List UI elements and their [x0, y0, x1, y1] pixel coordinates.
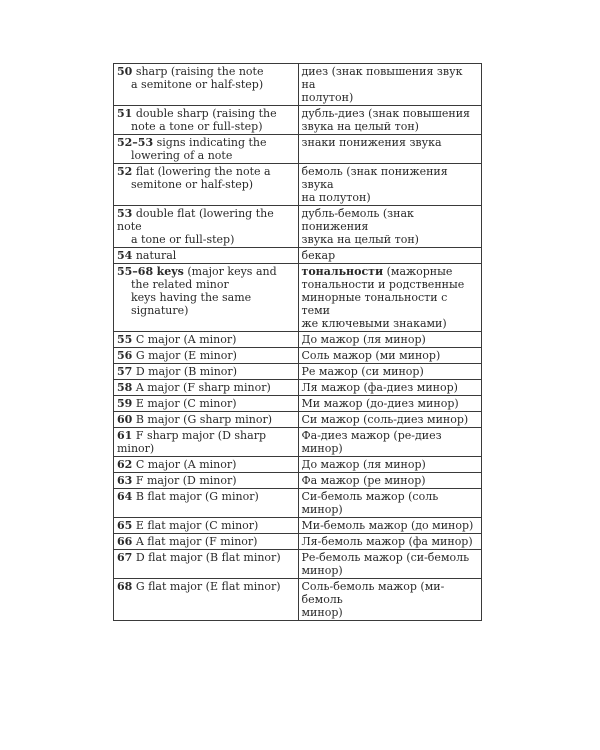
russian-term-cell [298, 518, 482, 534]
table-row [114, 489, 482, 518]
russian-term-cell [298, 348, 482, 364]
russian-term-cell [298, 332, 482, 348]
english-term-line [117, 333, 295, 346]
entry-number: 55 [117, 333, 133, 346]
russian-term-text: диез (знак повышения звук на [301, 65, 463, 91]
english-term [117, 333, 295, 346]
russian-term-line [302, 349, 479, 362]
russian-term-line [302, 65, 479, 91]
entry-number: 62 [117, 458, 133, 471]
english-term-line [117, 535, 295, 548]
english-term-cell [114, 106, 299, 135]
english-term [117, 397, 295, 410]
english-term [117, 490, 295, 503]
english-term [117, 580, 295, 593]
russian-term-text: Ми-бемоль мажор (до минор) [301, 519, 474, 532]
table-row [114, 518, 482, 534]
english-term [117, 107, 295, 133]
english-term-text: D major (B minor) [135, 365, 237, 378]
russian-term-line [302, 107, 479, 120]
english-term-line [117, 120, 295, 133]
entry-number: 58 [117, 381, 133, 394]
table-row [114, 164, 482, 206]
english-term-text: double sharp (raising the [135, 107, 277, 120]
english-term-line [117, 249, 295, 262]
glossary-body [114, 64, 482, 621]
table-row [114, 579, 482, 621]
english-term-text: C major (A minor) [135, 333, 237, 346]
english-term-cell [114, 380, 299, 396]
english-term-text: the related minor [131, 278, 229, 291]
english-term [117, 474, 295, 487]
english-term-line [117, 207, 295, 233]
russian-term [302, 333, 479, 346]
english-term-text: keys having the same [131, 291, 252, 304]
english-term-text: signature) [131, 304, 189, 317]
russian-term-text: звука на целый тон) [301, 120, 419, 133]
russian-term [302, 249, 479, 262]
english-term-text: G major (E minor) [135, 349, 237, 362]
english-term-cell [114, 364, 299, 380]
english-term-text: (major keys and [183, 265, 277, 278]
russian-term-line [302, 165, 479, 191]
english-term-line [117, 291, 295, 304]
table-row [114, 412, 482, 428]
russian-term-text: До мажор (ля минор) [301, 458, 426, 471]
russian-term-cell [298, 248, 482, 264]
entry-number: 52–53 [117, 136, 154, 149]
english-term-text: lowering of a note [131, 149, 233, 162]
russian-term-line [302, 535, 479, 548]
russian-term-cell [298, 164, 482, 206]
russian-term-text: бемоль (знак понижения звука [301, 165, 448, 191]
english-term-text: double flat (lowering the note [117, 207, 274, 233]
table-row [114, 348, 482, 364]
entry-number: 63 [117, 474, 133, 487]
english-term-line [117, 551, 295, 564]
russian-term-cell [298, 364, 482, 380]
russian-term-cell [298, 106, 482, 135]
russian-term-text: звука на целый тон) [301, 233, 419, 246]
english-term-line [117, 381, 295, 394]
english-term-line [117, 78, 295, 91]
russian-term [302, 458, 479, 471]
russian-term-cell [298, 457, 482, 473]
english-term-line [117, 458, 295, 471]
entry-number: 64 [117, 490, 133, 503]
english-term-cell [114, 550, 299, 579]
russian-term-text: бекар [301, 249, 336, 262]
russian-term-text: дубль-бемоль (знак понижения [301, 207, 414, 233]
entry-number: 60 [117, 413, 133, 426]
english-term-line [117, 365, 295, 378]
english-term-line [117, 304, 295, 317]
russian-term-line [302, 191, 479, 204]
russian-term-text: минор) [301, 606, 343, 619]
english-term-line [117, 413, 295, 426]
russian-term-text: минор) [301, 564, 343, 577]
entry-number: 68 [117, 580, 133, 593]
english-term-text: flat (lowering the note a [135, 165, 271, 178]
russian-term-line [302, 365, 479, 378]
russian-term-text: Си мажор (соль-диез минор) [301, 413, 469, 426]
english-term [117, 458, 295, 471]
russian-term-line [302, 317, 479, 330]
russian-term [302, 397, 479, 410]
english-term-line [117, 149, 295, 162]
english-term-cell [114, 457, 299, 473]
russian-term [302, 519, 479, 532]
russian-term [302, 535, 479, 548]
russian-term-line [302, 136, 479, 149]
russian-term-cell [298, 380, 482, 396]
russian-term-text: минорные тональности с теми [301, 291, 448, 317]
russian-term-line [302, 580, 479, 606]
english-term-text: F major (D minor) [135, 474, 237, 487]
russian-term-line [302, 564, 479, 577]
english-term-cell [114, 518, 299, 534]
russian-term [302, 107, 479, 133]
english-term [117, 249, 295, 262]
english-term [117, 365, 295, 378]
russian-term-line [302, 120, 479, 133]
english-term-line [117, 265, 295, 278]
english-term-cell [114, 428, 299, 457]
entry-number: 57 [117, 365, 133, 378]
table-row [114, 64, 482, 106]
russian-term [302, 474, 479, 487]
russian-term-cell [298, 489, 482, 518]
russian-term-line [302, 429, 479, 455]
russian-term [302, 265, 479, 330]
russian-term-line [302, 291, 479, 317]
table-row [114, 457, 482, 473]
russian-term-heading: тональности [301, 265, 384, 278]
russian-term-text: Фа-диез мажор (ре-диез минор) [301, 429, 442, 455]
russian-term-text: тональности и родственные [301, 278, 465, 291]
english-term-line [117, 442, 295, 455]
russian-term-cell [298, 264, 482, 332]
russian-term-cell [298, 428, 482, 457]
russian-term-text: Ре-бемоль мажор (си-бемоль [301, 551, 470, 564]
russian-term [302, 413, 479, 426]
english-term-line [117, 349, 295, 362]
russian-term [302, 65, 479, 104]
russian-term-line [302, 551, 479, 564]
russian-term-cell [298, 579, 482, 621]
english-term-text: E major (C minor) [135, 397, 237, 410]
russian-term-line [302, 91, 479, 104]
russian-term [302, 365, 479, 378]
russian-term-line [302, 207, 479, 233]
entry-number: 61 [117, 429, 133, 442]
table-row [114, 264, 482, 332]
english-term-text: F sharp major (D sharp [135, 429, 266, 442]
english-term-text: E flat major (C minor) [135, 519, 259, 532]
english-term-text: signs indicating the [156, 136, 267, 149]
russian-term-text: полутон) [301, 91, 354, 104]
russian-term-line [302, 333, 479, 346]
english-term-line [117, 397, 295, 410]
russian-term-cell [298, 206, 482, 248]
english-term-line [117, 233, 295, 246]
english-term-text: B major (G sharp minor) [135, 413, 273, 426]
russian-term-cell [298, 473, 482, 489]
english-term-text: semitone or half-step) [131, 178, 254, 191]
russian-term [302, 551, 479, 577]
english-term-line [117, 580, 295, 593]
russian-term-line [302, 397, 479, 410]
russian-term [302, 490, 479, 516]
english-term-line [117, 65, 295, 78]
russian-term-text: До мажор (ля минор) [301, 333, 426, 346]
table-row [114, 206, 482, 248]
english-term-cell [114, 489, 299, 518]
english-term [117, 349, 295, 362]
english-term [117, 65, 295, 91]
english-term-line [117, 519, 295, 532]
english-term [117, 265, 295, 317]
russian-term-cell [298, 396, 482, 412]
russian-term-text: Ре мажор (си минор) [301, 365, 424, 378]
russian-term-text: Си-бемоль мажор (соль минор) [301, 490, 439, 516]
english-term-cell [114, 164, 299, 206]
english-term [117, 519, 295, 532]
english-term-cell [114, 396, 299, 412]
russian-term [302, 165, 479, 204]
english-term [117, 429, 295, 455]
english-term-line [117, 474, 295, 487]
russian-term-cell [298, 412, 482, 428]
russian-term-line [302, 474, 479, 487]
english-term-text: A major (F sharp minor) [135, 381, 271, 394]
russian-term-line [302, 233, 479, 246]
english-term-line [117, 107, 295, 120]
entry-number: 52 [117, 165, 133, 178]
russian-term-cell [298, 534, 482, 550]
english-term-cell [114, 64, 299, 106]
english-term-text: a tone or full-step) [131, 233, 235, 246]
english-term-line [117, 178, 295, 191]
table-row [114, 396, 482, 412]
russian-term-line [302, 606, 479, 619]
english-term [117, 136, 295, 162]
table-row [114, 135, 482, 164]
russian-term [302, 429, 479, 455]
russian-term-line [302, 519, 479, 532]
english-term-text: D flat major (B flat minor) [135, 551, 281, 564]
table-row [114, 106, 482, 135]
table-row [114, 550, 482, 579]
entry-number: 65 [117, 519, 133, 532]
russian-term [302, 381, 479, 394]
english-term-line [117, 136, 295, 149]
table-row [114, 428, 482, 457]
english-term [117, 165, 295, 191]
russian-term-text: знаки понижения звука [301, 136, 442, 149]
table-row [114, 332, 482, 348]
russian-term-line [302, 490, 479, 516]
russian-term [302, 580, 479, 619]
table-row [114, 473, 482, 489]
entry-number: 51 [117, 107, 133, 120]
entry-number: 56 [117, 349, 133, 362]
english-term-cell [114, 412, 299, 428]
english-term-cell [114, 332, 299, 348]
russian-term [302, 207, 479, 246]
english-term-text: B flat major (G minor) [135, 490, 259, 503]
entry-number: 66 [117, 535, 133, 548]
russian-term-text: Соль-бемоль мажор (ми-бемоль [301, 580, 445, 606]
english-term-cell [114, 348, 299, 364]
table-row [114, 534, 482, 550]
russian-term-text: Фа мажор (ре минор) [301, 474, 426, 487]
entry-number: 55–68 [117, 265, 154, 278]
english-term-cell [114, 579, 299, 621]
english-term-text: G flat major (E flat minor) [135, 580, 281, 593]
russian-term-text: Ля мажор (фа-диез минор) [301, 381, 458, 394]
english-term [117, 413, 295, 426]
english-term-cell [114, 473, 299, 489]
russian-term-text: (мажорные [383, 265, 453, 278]
english-term-text: natural [135, 249, 177, 262]
russian-term-line [302, 381, 479, 394]
english-term-cell [114, 206, 299, 248]
english-term-text: note a tone or full-step) [131, 120, 263, 133]
entry-number: 54 [117, 249, 133, 262]
russian-term-cell [298, 550, 482, 579]
english-term-cell [114, 135, 299, 164]
english-term-line [117, 429, 295, 442]
russian-term-text: на полутон) [301, 191, 371, 204]
russian-term-line [302, 413, 479, 426]
russian-term-line [302, 278, 479, 291]
russian-term-cell [298, 64, 482, 106]
russian-term [302, 136, 479, 149]
entry-number: 67 [117, 551, 133, 564]
russian-term-text: Ля-бемоль мажор (фа минор) [301, 535, 473, 548]
english-term-cell [114, 248, 299, 264]
english-term-line [117, 165, 295, 178]
english-term-text: sharp (raising the note [135, 65, 264, 78]
russian-term-text: Соль мажор (ми минор) [301, 349, 441, 362]
english-term-line [117, 490, 295, 503]
russian-term-text: дубль-диез (знак повышения [301, 107, 470, 120]
english-term-heading: keys [156, 265, 184, 278]
english-term-text: A flat major (F minor) [135, 535, 258, 548]
russian-term-text: Ми мажор (до-диез минор) [301, 397, 459, 410]
russian-term-text: же ключевыми знаками) [301, 317, 447, 330]
english-term [117, 207, 295, 246]
english-term [117, 381, 295, 394]
english-term-line [117, 278, 295, 291]
glossary-table [113, 63, 482, 621]
table-row [114, 364, 482, 380]
entry-number: 50 [117, 65, 133, 78]
english-term [117, 551, 295, 564]
russian-term [302, 349, 479, 362]
english-term-text: minor) [117, 442, 155, 455]
english-term-cell [114, 534, 299, 550]
table-row [114, 380, 482, 396]
english-term-text: C major (A minor) [135, 458, 237, 471]
russian-term-line [302, 249, 479, 262]
entry-number: 53 [117, 207, 133, 220]
entry-number: 59 [117, 397, 133, 410]
english-term-text: a semitone or half-step) [131, 78, 264, 91]
russian-term-cell [298, 135, 482, 164]
english-term-cell [114, 264, 299, 332]
russian-term-line [302, 265, 479, 278]
table-row [114, 248, 482, 264]
russian-term-line [302, 458, 479, 471]
english-term [117, 535, 295, 548]
